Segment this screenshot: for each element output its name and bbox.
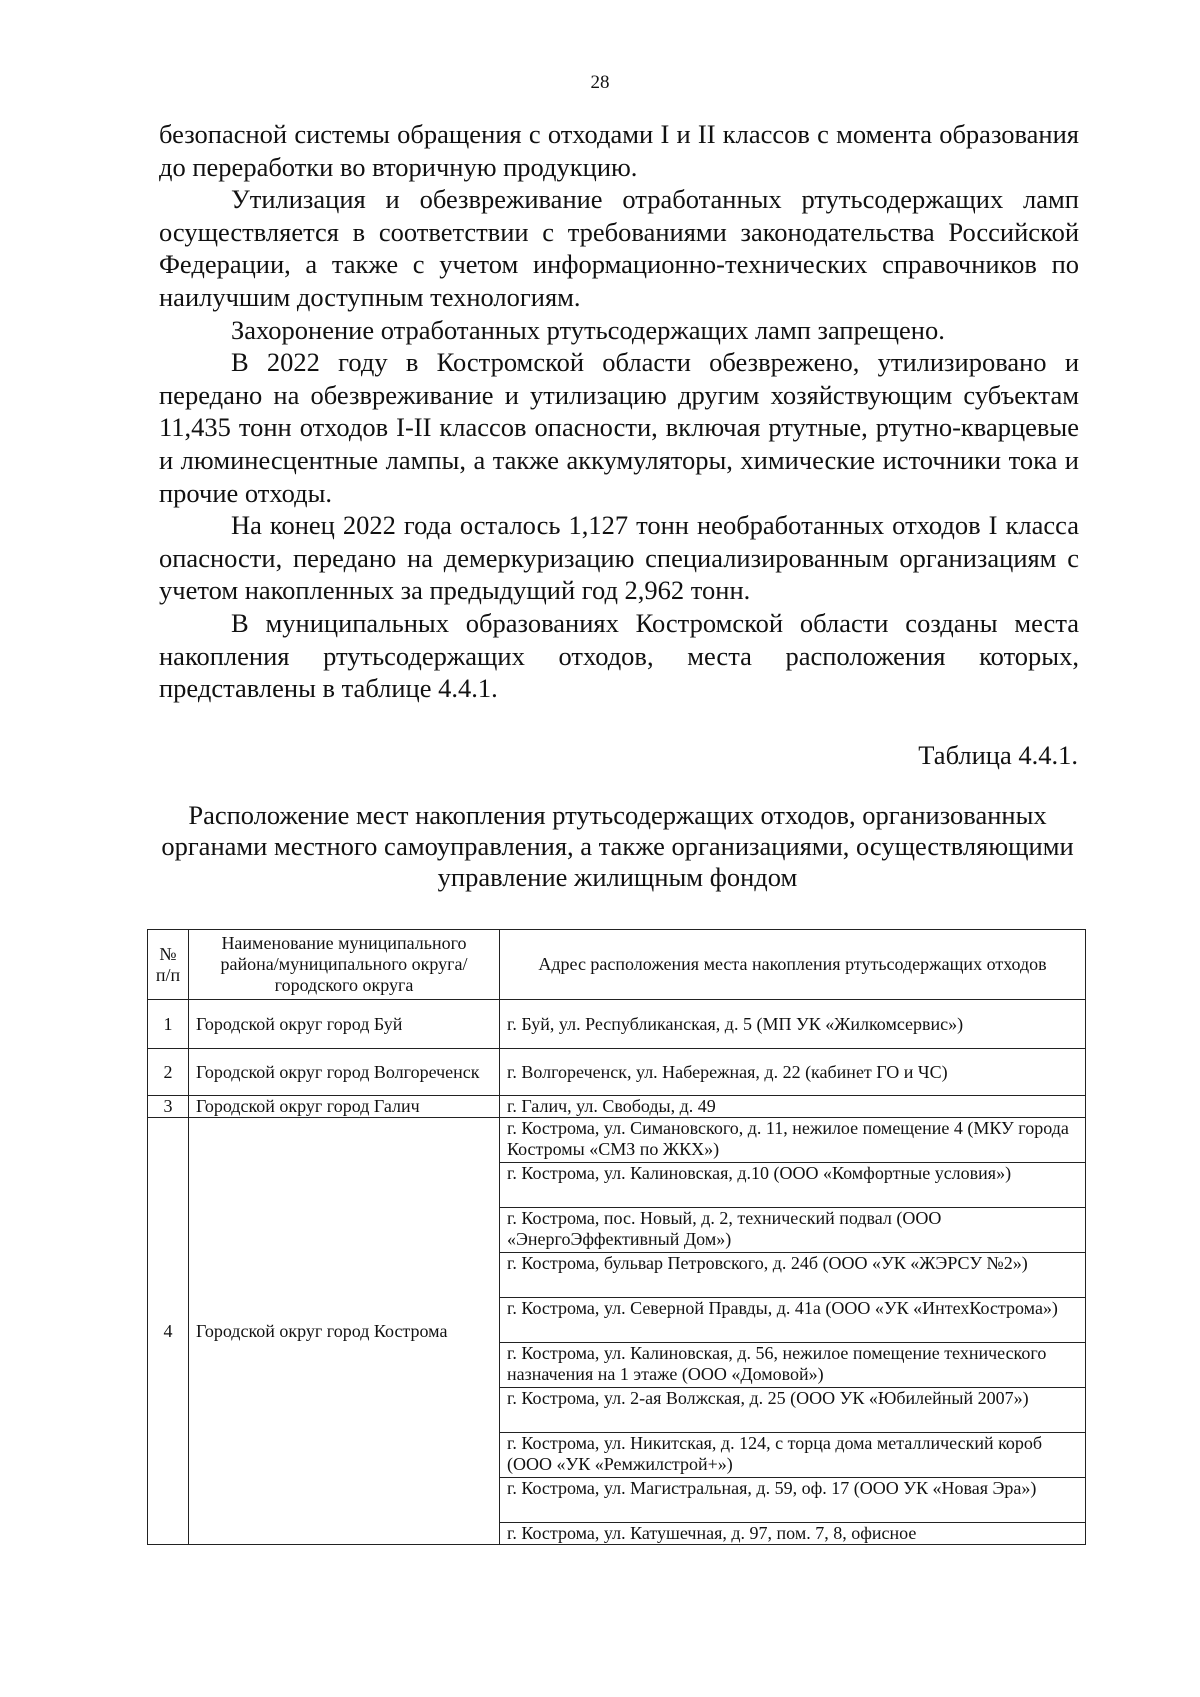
row-district: Городской округ город Галич [189, 1096, 500, 1118]
row-address: г. Кострома, ул. 2-ая Волжская, д. 25 (ООО УК «Юбилейный 2007») [500, 1388, 1086, 1433]
row-address: г. Галич, ул. Свободы, д. 49 [500, 1096, 1086, 1118]
row-district: Городской округ город Буй [189, 1000, 500, 1049]
paragraph: Захоронение отработанных ртутьсодержащих ламп запрещено. [231, 314, 945, 345]
row-address: г. Буй, ул. Республиканская, д. 5 (МП УК «Жилкомсервис») [500, 1000, 1086, 1049]
row-address: г. Кострома, ул. Катушечная, д. 97, пом. 7, 8, офисное [500, 1523, 1086, 1545]
row-number: 4 [148, 1118, 189, 1545]
row-address: г. Кострома, пос. Новый, д. 2, технический подвал (ООО «ЭнергоЭффективный Дом») [500, 1208, 1086, 1253]
table-row [148, 1096, 1086, 1118]
paragraph: В 2022 году в Костромской области обезврежено, утилизировано и передано на обезвреживание и утилизацию другим хозяйствующим субъектам 11,435 тонн отходов I-II классов опасности, включая ртутные, ртутно-кварцевые и люминесцентные лампы, а также аккумуляторы, химические источники тока и прочие отходы. [159, 347, 1079, 508]
header-number: № п/п [148, 930, 189, 1000]
row-number: 2 [148, 1049, 189, 1096]
paragraph: На конец 2022 года осталось 1,127 тонн необработанных отходов I класса опасности, передано на демеркуризацию специализированным организациям с учетом накопленных за предыдущий год 2,962 тонн. [159, 510, 1079, 606]
table-row [148, 1000, 1086, 1049]
row-address: г. Кострома, ул. Калиновская, д.10 (ООО «Комфортные условия») [500, 1163, 1086, 1208]
row-address: г. Кострома, ул. Магистральная, д. 59, оф. 17 (ООО УК «Новая Эра») [500, 1478, 1086, 1523]
table-title: Расположение мест накопления ртутьсодержащих отходов, организованных органами местного самоуправления, а также организациями, осуществляющими управление жилищным фондом [161, 800, 1074, 892]
page-number: 28 [590, 72, 610, 93]
paragraph: Утилизация и обезвреживание отработанных ртутьсодержащих ламп осуществляется в соответствии с требованиями законодательства Российской Федерации, а также с учетом информационно-технических справочников по наилучшим доступным технологиям. [159, 184, 1079, 312]
row-district: Городской округ город Волгореченск [189, 1049, 500, 1096]
row-address: г. Кострома, ул. Симановского, д. 11, нежилое помещение 4 (МКУ города Костромы «СМЗ по ЖКХ») [500, 1118, 1086, 1163]
header-district: Наименование муниципального района/муниципального округа/городского округа [189, 930, 500, 1000]
waste-sites-table [147, 929, 1086, 1545]
paragraph: В муниципальных образованиях Костромской области созданы места накопления ртутьсодержащих отходов, места расположения которых, представлены в таблице 4.4.1. [159, 607, 1079, 704]
table-row [148, 1118, 1086, 1163]
row-district: Городской округ город Кострома [189, 1118, 500, 1545]
row-address: г. Кострома, ул. Никитская, д. 124, с торца дома металлический короб (ООО «УК «Ремжилстрой+») [500, 1433, 1086, 1478]
paragraph: безопасной системы обращения с отходами I и II классов с момента образования до переработки во вторичную продукцию. [159, 119, 1079, 182]
table-row [148, 1049, 1086, 1096]
row-address: г. Кострома, ул. Северной Правды, д. 41а (ООО «УК «ИнтехКострома») [500, 1298, 1086, 1343]
table-header-row [148, 930, 1086, 1000]
header-address: Адрес расположения места накопления ртутьсодержащих отходов [500, 930, 1086, 1000]
row-number: 3 [148, 1096, 189, 1118]
body-text [159, 118, 1079, 705]
row-number: 1 [148, 1000, 189, 1049]
row-address: г. Кострома, ул. Калиновская, д. 56, нежилое помещение технического назначения на 1 этаже (ООО «Домовой») [500, 1343, 1086, 1388]
table-caption: Таблица 4.4.1. [918, 740, 1078, 770]
row-address: г. Кострома, бульвар Петровского, д. 24б (ООО «УК «ЖЭРСУ №2») [500, 1253, 1086, 1298]
row-address: г. Волгореченск, ул. Набережная, д. 22 (кабинет ГО и ЧС) [500, 1049, 1086, 1096]
